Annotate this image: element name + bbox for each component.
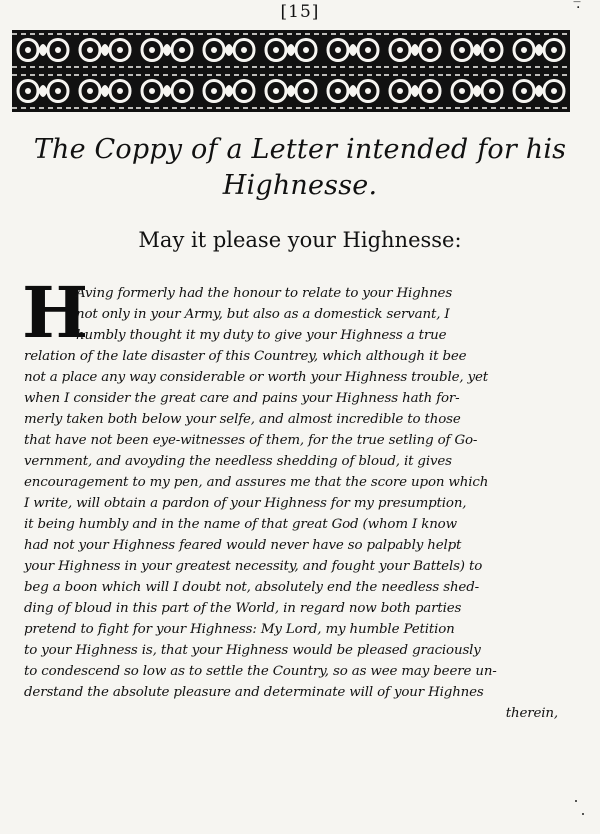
ink-speck [575, 800, 577, 802]
text-line: humbly thought it my duty to give your Highness a true [76, 328, 447, 343]
title-line-1: The Coppy of a Letter intended for his [33, 134, 567, 165]
text-line: your Highness in your greatest necessity, and fought your Battels) to [24, 559, 483, 574]
text-line: not only in your Army, but also as a domestick servant, I [76, 307, 450, 322]
letter-title [0, 132, 600, 204]
catchword: therein, [505, 706, 558, 721]
ink-speck [582, 813, 584, 815]
text-line: vernment, and avoyding the needless shedding of bloud, it gives [24, 454, 452, 469]
text-line: that have not been eye-witnesses of them, for the true setling of Go- [24, 433, 478, 448]
text-line: when I consider the great care and pains your Highness hath for- [24, 391, 460, 406]
text-line: not a place any way considerable or worth your Highness trouble, yet [24, 370, 488, 385]
text-line: Aving formerly had the honour to relate to your Highnes [76, 286, 453, 301]
title-line-2: Highnesse. [222, 170, 378, 201]
text-line: it being humbly and in the name of that great God (whom I know [24, 517, 457, 532]
drop-cap: H [22, 271, 89, 354]
text-line: to condescend so low as to settle the Country, so as wee may beere un- [24, 664, 497, 679]
page-number: [15] [280, 2, 320, 22]
text-line: relation of the late disaster of this Countrey, which although it bee [24, 349, 467, 364]
text-line: ding of bloud in this part of the World, in regard now both parties [24, 601, 462, 616]
salutation: May it please your Highnesse: [138, 228, 462, 252]
text-line: merly taken both below your selfe, and almost incredible to those [24, 412, 461, 427]
text-line: I write, will obtain a pardon of your Highness for my presumption, [24, 496, 467, 511]
text-line: pretend to fight for your Highness: My Lord, my humble Petition [24, 622, 455, 637]
corner-mark: ·̅ [576, 0, 581, 16]
text-line: beg a boon which will I doubt not, absolutely end the needless shed- [24, 580, 479, 595]
text-line: had not your Highness feared would never have so palpably helpt [24, 538, 462, 553]
text-line: to your Highness is, that your Highness would be pleased graciously [24, 643, 481, 658]
decorative-headpiece [12, 30, 570, 112]
text-line: encouragement to my pen, and assures me that the score upon which [24, 475, 489, 490]
text-line: derstand the absolute pleasure and determinate will of your Highnes [24, 685, 484, 700]
